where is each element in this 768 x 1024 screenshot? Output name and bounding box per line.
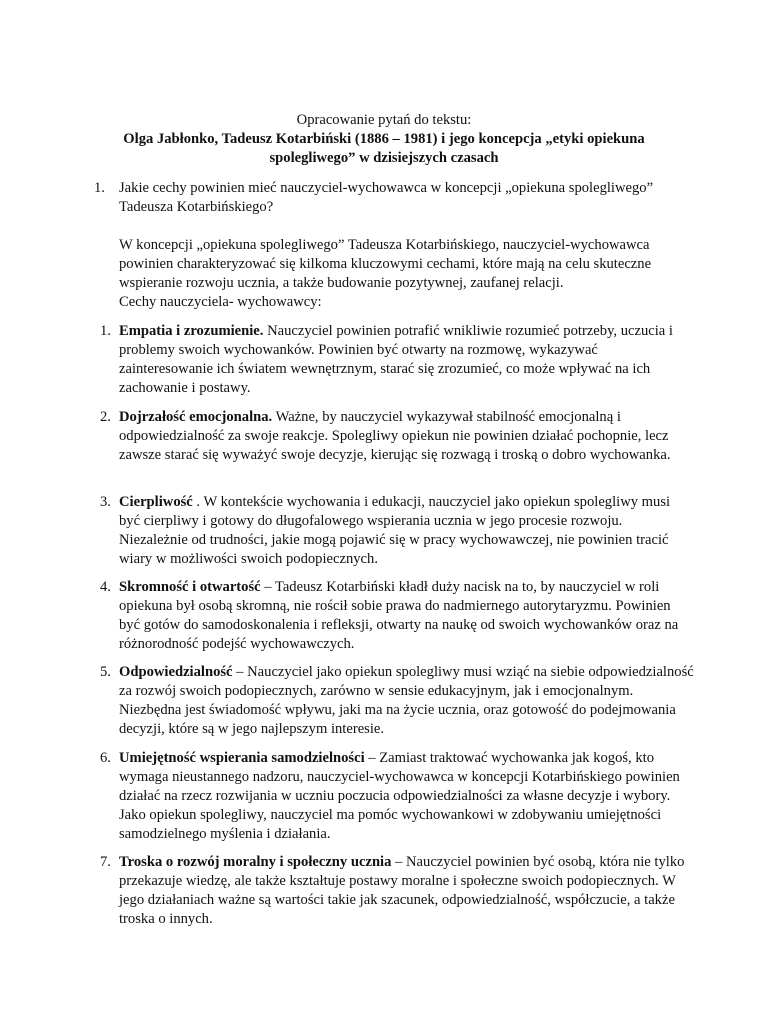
list-item-text: – Nauczyciel powinien być osobą, która nie tylko przekazuje wiedzę, ale także kształtuje postawy moralne i społeczne swoich podopiecznych. W jego działaniach ważne są wartości takie jak szacunek, odpowiedzialność, współczucie, a także troska o innych.: [119, 854, 685, 927]
list-item-number: 3.: [100, 494, 111, 510]
list-item-body: [119, 853, 694, 929]
list-item-title: Skromność i otwartość: [119, 579, 261, 595]
list-item-body: [119, 322, 694, 398]
list-item: [100, 322, 694, 398]
list-item: [100, 749, 694, 844]
list-item-title: Dojrzałość emocjonalna.: [119, 409, 273, 425]
list-item-title: Empatia i zrozumienie.: [119, 323, 264, 339]
document-header: [90, 111, 678, 168]
list-item: [100, 493, 694, 569]
list-item-title: Umiejętność wspierania samodzielności: [119, 750, 365, 766]
list-item: [100, 663, 694, 739]
intro-paragraph: W koncepcji „opiekuna spolegliwego” Tadeusza Kotarbińskiego, nauczyciel-wychowawca powinien charakteryzować się kilkoma kluczowymi cechami, które mają na celu skuteczne wspieranie rozwoju ucznia, a także budowanie pozytywnej, zaufanej relacji.: [119, 237, 652, 291]
intro-block: [119, 236, 694, 312]
list-item-text: . W kontekście wychowania i edukacji, nauczyciel jako opiekun spolegliwy musi być cierpliwy i gotowy do długofalowego wspierania ucznia w jego procesie rozwoju. Niezależnie od trudności, jakie mogą pojawić się w pracy wychowawczej, nie powinien tracić wiary w możliwości swoich podopiecznych.: [119, 494, 671, 567]
question-number: 1.: [94, 180, 105, 196]
list-item: [100, 408, 694, 465]
list-item-body: [119, 408, 694, 465]
list-item: [100, 578, 694, 654]
list-item-number: 2.: [100, 409, 111, 425]
list-item-body: [119, 578, 694, 654]
list-item-text: Ważne, by nauczyciel wykazywał stabilność emocjonalną i odpowiedzialność za swoje reakcje. Spolegliwy opiekun nie powinien działać pochopnie, lecz zawsze starać się wyważyć swoje decyzje, kierując się rozwagą i troską o dobro wychowanka.: [119, 409, 671, 463]
list-item-body: [119, 749, 694, 844]
list-item-number: 7.: [100, 854, 111, 870]
question-1: [94, 179, 694, 217]
list-item-number: 1.: [100, 323, 111, 339]
list-item: [100, 853, 694, 929]
header-title: Olga Jabłonko, Tadeusz Kotarbiński (1886 – 1981) i jego koncepcja „etyki opiekuna spolegliwego” w dzisiejszych czasach: [123, 131, 645, 166]
header-subtitle: Opracowanie pytań do tekstu:: [296, 112, 472, 128]
list-item-number: 6.: [100, 750, 111, 766]
list-item-number: 4.: [100, 579, 111, 595]
list-item-text: – Zamiast traktować wychowanka jak kogoś, kto wymaga nieustannego nadzoru, nauczyciel-wychowawca w koncepcji Kotarbińskiego powinien działać na rzecz rozwijania w uczniu poczucia odpowiedzialności za własne decyzje i wybory. Jako opiekun spolegliwy, nauczyciel ma pomóc wychowankowi w zdobywaniu umiejętności samodzielnego myślenia i działania.: [119, 750, 680, 842]
list-item-body: [119, 663, 694, 739]
list-item-text: – Nauczyciel jako opiekun spolegliwy musi wziąć na siebie odpowiedzialność za rozwój swoich podopiecznych, zarówno w sensie edukacyjnym, jak i emocjonalnym. Niezbędna jest świadomość wpływu, jaki ma na życie ucznia, oraz gotowość do podejmowania decyzji, które są w jego najlepszym interesie.: [119, 664, 694, 737]
list-item-text: – Tadeusz Kotarbiński kładł duży nacisk na to, by nauczyciel w roli opiekuna był osobą skromną, nie rościł sobie prawa do nadmiernego autorytaryzmu. Powinien być gotów do samodoskonalenia i refleksji, otwarty na naukę od swoich wychowanków oraz na różnorodność podejść wychowawczych.: [119, 579, 679, 652]
list-item-title: Odpowiedzialność: [119, 664, 233, 680]
list-item-body: [119, 493, 694, 569]
list-item-title: Troska o rozwój moralny i społeczny ucznia: [119, 854, 392, 870]
list-item-number: 5.: [100, 664, 111, 680]
intro-subheading: Cechy nauczyciela- wychowawcy:: [119, 294, 322, 310]
list-item-text: Nauczyciel powinien potrafić wnikliwie rozumieć potrzeby, uczucia i problemy swoich wychowanków. Powinien być otwarty na rozmowę, wykazywać zainteresowanie ich światem wewnętrznym, starać się zrozumieć, co może wpływać na ich zachowanie i postawy.: [119, 323, 673, 396]
list-item-title: Cierpliwość: [119, 494, 193, 510]
question-text: Jakie cechy powinien mieć nauczyciel-wychowawca w koncepcji „opiekuna spolegliwego” Tadeusza Kotarbińskiego?: [119, 180, 654, 215]
